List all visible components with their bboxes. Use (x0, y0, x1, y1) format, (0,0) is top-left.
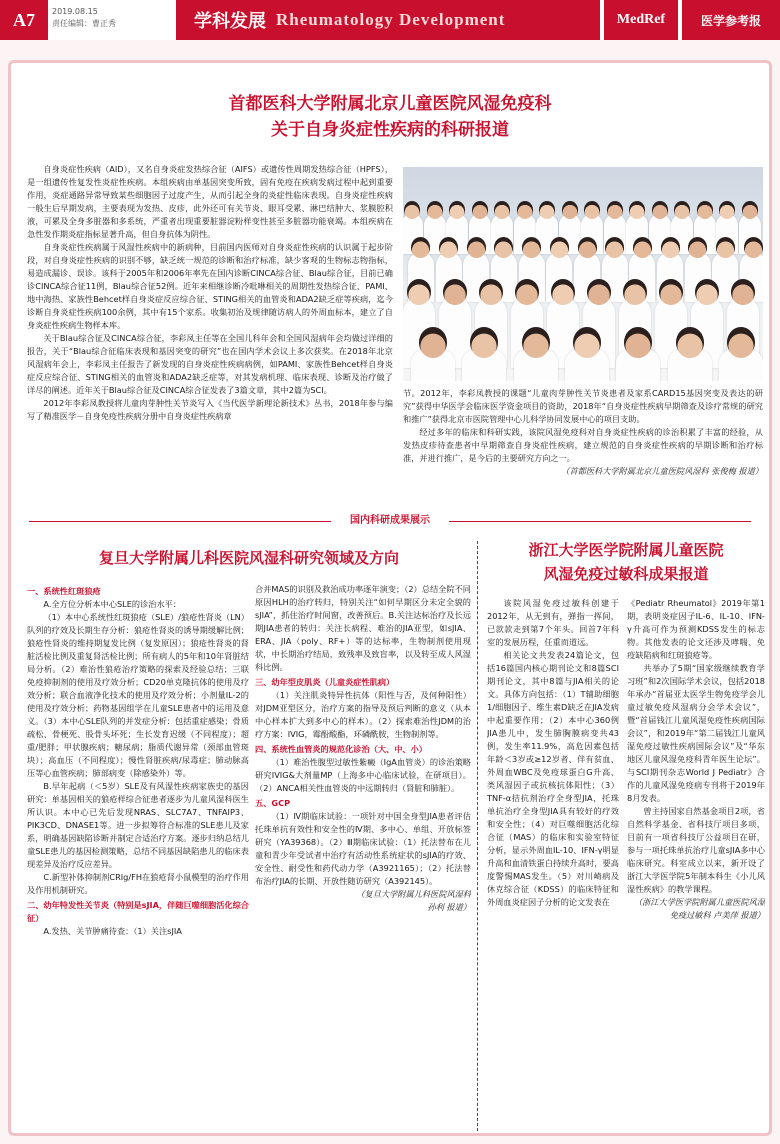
person-head (727, 327, 755, 358)
person-head (522, 327, 550, 358)
issue-meta (52, 6, 116, 30)
person-head (605, 237, 624, 258)
person-head (404, 201, 420, 219)
person-head (517, 201, 533, 219)
article1-right-column (403, 387, 763, 511)
person-head (719, 201, 735, 219)
article2-title: 复旦大学附属儿科医院风湿科研究领域及方向 (98, 549, 399, 567)
section-title-en: Rheumatology Development (276, 10, 506, 29)
article1-paragraph: 经过多年的临床和科研实践，该院风湿免疫科对自身炎症性疾病的诊治积累了丰富的经验，从发热皮疹待查患者中早期筛查自身炎症性疾病，建立规范的自身炎症性疾病的早期诊断和治疗标准，并进行推广，是今后的主要研究方向之一。 (403, 427, 763, 463)
article2-paragraph: （1）难治性腹型过敏性紫癜（IgA血管炎）的诊治策略研究IVIG&大剂量MP（上海多中心临床试验，在研项目）。（2）ANCA相关性血管炎的中远期转归（肾脏和肺脏）。 (255, 757, 471, 793)
page-header (0, 0, 780, 40)
section-divider-label: 国内科研成果展示 (331, 513, 449, 529)
article2-paragraph: （1）本中心系统性红斑狼疮（SLE）/狼疮性肾炎（LN）队列的疗效及长期生存分析：狼疮性肾炎的诱导期缓解比例；狼疮性肾炎的维持期复发比例（复发原因）；狼疮性肾炎的肾脏活检比例及重复肾活检比例；所有病人的5年和10年肾脏结局分析。（2）难治性狼疮治疗策略的探索及经验总结；三联免疫抑制剂的使用及疗效分析；CD20单克隆抗体的使用及疗效分析；联合血液净化技术的使用及疗效分析；小剂量IL-2的使用及疗效分析；药物基因组学在儿童SLE患者中的运用及意义。（3）本中心SLE队列的并发症分析：包括重症感染；骨质疏松、骨梗死、股骨头坏死；生长发育迟缓（不同程度）；超重/肥胖；甲状腺疾病；糖尿病；脂质代谢异常（颈部血管斑块）；高血压（不同程度）；慢性肾脏疾病/尿毒症；肺动脉高压等心血管疾病；肺部病变（除感染外）等。 (27, 612, 249, 778)
person-head (539, 201, 555, 219)
section-heading: 四、系统性血管炎的规范化诊治（大、中、小） (255, 744, 427, 754)
article1-title-line2: 关于自身炎症性疾病的科研报道 (271, 120, 509, 140)
section-heading: 五、GCP (255, 798, 291, 808)
article1-signature: （首都医科大学附属北京儿童医院风湿科 张俊梅 报道） (561, 466, 763, 476)
person-head (562, 201, 578, 219)
article3-title-line2: 风湿免疫过敏科成果报道 (543, 565, 709, 583)
person-head (427, 201, 443, 219)
article3-column1 (487, 597, 619, 1133)
article2-paragraph: （1）关注肌炎特异性抗体（阳性与否，及何种阳性）对JDM亚型区分，治疗方案的指导及预后判断的意义（从本中心样本扩大到多中心的样本）。（2）探索难治性JDM的治疗方案：IVIG，霉酚酸酯，环磷酰胺，生物制剂等。 (255, 690, 471, 739)
person-head (716, 237, 735, 258)
article2-signature: 孙利 报道） (427, 902, 471, 912)
column-separator (477, 541, 478, 1131)
person-head (470, 327, 498, 358)
person-head (550, 237, 569, 258)
person-head (472, 201, 488, 219)
person-head (467, 237, 486, 258)
article2-column2 (255, 583, 471, 1133)
person-head (674, 201, 690, 219)
section-title-zh: 学科发展 (194, 11, 266, 32)
article2-paragraph: （1）Ⅳ期临床试验：一项针对中国全身型JIA患者评估托珠单抗有效性和安全性的Ⅳ期、多中心、单组、开放标签研究（YA39368）。（2）Ⅲ期临床试验：（1）托法替布在儿童和青少年受试者中治疗有活动性系统症状的sJIA的疗效、安全性、耐受性和药代动力学（A3921165）；（2）托法替布治疗JIA的长期、开放性随访研究（A392145）。 (255, 811, 471, 886)
article2-signature: （复旦大学附属儿科医院风湿科 (356, 889, 471, 899)
person-head (744, 237, 763, 258)
person-head (697, 201, 713, 219)
article1-title-line1: 首都医科大学附属北京儿童医院风湿免疫科 (228, 94, 552, 114)
article2-paragraph: 合并MAS的识别及救治成功率逐年演变；（2）总结全院不同原因HLH的治疗转归，特别关注“如何早期区分未定全貌的sJIA”，抓住治疗时间窗，改善预后。B.关注达标治疗及长远期JIA患者的转归：关注长病程、难治的JIA亚型，如sJIA、ERA、JIA（poly、RF+）等的达标率，生物制剂使用现状，中长期治疗结局，致残率及致盲率，以及转至成人风湿科比例。 (255, 584, 471, 672)
person-head (652, 201, 668, 219)
team-photo (403, 167, 763, 381)
person-head (439, 237, 458, 258)
article1-paragraph: 自身炎症性疾病属于风湿性疾病中的新病种，目前国内医师对自身炎症性疾病的认识属于起步阶段，对自身炎症性疾病的识别不够，缺乏统一规范的诊断和治疗标准，缺少客观的生物标志物指标，易造成漏诊、误诊。该科于2005年和2006年率先在国内诊断CINCA综合征、Blau综合征，目前已确诊CINCA综合征11例，Blau综合征52例。近年来相继诊断冷吡啉相关的周期性发热综合征、PAMI、地中海热、家族性Behcet样自身炎症反应综合征、STING相关的血管炎和ADA2缺乏症等疾病，迄今诊断自身炎症性疾病100余例，其中有15个家系。收集初治及规律随访病人的外周血标本，建立了自身炎症性疾病生物样本库。 (27, 242, 393, 330)
article3-signature: （浙江大学医学院附属儿童医院风湿免疫过敏科 卢美萍 报道） (633, 897, 765, 920)
person-head (607, 201, 623, 219)
article3-column2 (627, 597, 765, 1133)
person-head (584, 201, 600, 219)
person-head (522, 237, 541, 258)
person-head (419, 327, 447, 358)
article3-paragraph: 曾主持国家自然基金项目2项，省自然科学基金、省科技厅项目多项，目前有一项省科技厅公益项目在研，参与一项托珠单抗治疗儿童sJIA多中心临床研究。科室成立以来，新开设了浙江大学医学院5年制本科生《小儿风湿性疾病》的教学课程。 (627, 806, 765, 894)
person-head (661, 237, 680, 258)
article1-paragraph: 2012年李彩凤教授将儿童肉芽肿性关节炎写入《当代医学新理论新技术》丛书，2018年参与编写了精准医学－自身免疫性疾病分册中自身炎症性疾病章 (27, 398, 393, 421)
article3-paragraph: 相关论文共发表24篇论文，包括16篇国内核心期刊论文和8篇SCI期刊论文，其中8篇与JIA相关的论文。具体方向包括：（1）T辅助细胞1/细胞因子、维生素D缺乏在JIA发病中起重要作用；（2）本中心360例JIA患儿中，发生肺胸膜病变共43例，发生率11.9%，高危因素包括年龄＜3岁或≥12岁者、伴有贫血、外周血WBC及免疫球蛋白G升高、类风湿因子或抗核抗体阳性；（3）TNF-α拮抗剂治疗全身型JIA，托珠单抗治疗全身型JIA具有较好的疗效和安全性；（4）对巨噬细胞活化综合征（MAS）的临床和实验室特征分析，显示外周血IL-10、IFN-γ明显升高和血清铁蛋白持续升高时，要高度警惕MAS发生。（5）对川崎病及休克综合征（KDSS）的临床特征和外周血炎症因子分析的论文发表在 (487, 650, 619, 907)
article-panel (8, 60, 772, 1136)
person-head (629, 201, 645, 219)
section-banner (176, 0, 600, 40)
article2-paragraph: A.发热、关节肿痛待查：（1）关注sJIA (43, 926, 182, 936)
article3-title-line1: 浙江大学医学院附属儿童医院 (528, 541, 724, 559)
brand-logo-en: MedRef (604, 0, 678, 40)
issue-editor: 责任编辑：曹正秀 (52, 19, 116, 28)
article2-paragraph: C.新型补体抑制剂CRIg/FH在狼疮肾小鼠模型的治疗作用及作用机制研究。 (27, 872, 249, 895)
person-head (449, 201, 465, 219)
article2-paragraph: A.全方位分析本中心SLE的诊治水平： (43, 599, 182, 609)
article1-paragraph: 节。2012年，李彩凤教授的课题“儿童肉芽肿性关节炎患者及家系CARD15基因突变及表达的研究”获得中华医学会临床医学资金项目的资助，2018年“自身炎症性疾病早期筛查及诊疗常规的研究和推广”获得北京市医院管理中心儿科学协同发展中心的项目支助。 (403, 388, 763, 424)
section-heading: 二、幼年特发性关节炎（特别是sJIA，伴随巨噬细胞活化综合征） (27, 900, 249, 923)
article3-paragraph: 该院风湿免疫过敏科创建于2012年，从无到有，弹指一挥间，已款款走到第7个年头。回首7年科室的发展历程，任重而道远。 (487, 598, 619, 647)
person-head (742, 201, 758, 219)
article3-paragraph: 共举办了5期“国家级继续教育学习班”和2次国际学术会议，包括2018年承办“首届亚太医学生物免疫学会儿童过敏免疫风湿病分会学术会议”，暨“首届钱江儿童风湿免疫性疾病国际会议”，和2019年“第二届钱江儿童风湿免疫过敏性疾病国际会议”及“华东地区儿童风湿免疫科青年医生论坛”。与SCI期刊杂志World J Pediatr》合作的儿童风湿免疫病专刊将于2019年8月发表。 (627, 663, 765, 803)
person-head (676, 327, 704, 358)
person-head (633, 237, 652, 258)
section-heading: 一、系统性红斑狼疮 (27, 586, 101, 596)
article3-paragraph: 《Pediatr Rheumatol》2019年第1期，表明炎症因子IL-6、IL-10、IFN-γ升高可作为预测KDSS发生的标志物。其他发表的论文还涉及哮喘、免疫缺陷病和红斑狼疮等。 (627, 598, 765, 660)
article1-paragraph: 自身炎症性疾病（AID），又名自身炎症发热综合征（AIFS）或遗传性周期发热综合征（HPFS），是一组遗传性复发性炎症性疾病。本组疾病由单基因突变所致，固有免疫在疾病发病过程中起到重要作用，炎症通路异常导致某些细胞因子过度产生，从而引起全身的炎症性临床表现。自身炎症性疾病一般生后早期发病，主要表现为发热、皮疹，此外还可有关节炎、眼耳受累、淋巴结肿大、浆膜腔积液，可累及全身多脏器和多系统，严重者出现重要脏器淀粉样变性甚至多脏器功能衰竭。本组疾病在急性发作期炎症指标显著升高，但自身抗体为阴性。 (27, 164, 393, 239)
article1-paragraph: 关于Blau综合征及CINCA综合征，李彩凤主任等在全国儿科年会和全国风湿病年会均做过详细的报告，关于“Blau综合征临床表现和基因突变的研究”也在国内学术会议上多次获奖。在2018年北京风湿病年会上，李彩凤主任报告了新发现的自身炎症性疾病病例，如PAMI、家族性Behcet样自身炎症反应综合征、STING相关的血管炎和ADA2缺乏症等，对其发病机理、临床表现、诊断及治疗做了详尽的阐述。近年关于Blau综合征及CINCA综合征发表了3篇文章，其中2篇为SCI。 (27, 333, 393, 395)
person-head (573, 327, 601, 358)
page-number: A7 (0, 0, 48, 40)
article1-left-column (27, 163, 393, 513)
person-head (494, 201, 510, 219)
article2-column1 (27, 583, 249, 1133)
article2-paragraph: B.早年起病（＜5岁）SLE及有风湿性疾病家族史的基因研究：单基因相关的狼疮样综合征患者逐步为儿童风湿科医生所认识。本中心已先后发现NRAS、SLC7A7、TNFAIP3、PIK3CD、DNASE1等。进一步拟筹符合标准的SLE患儿及家系，明确基因缺陷诊断并制定合适治疗方案。逐步归纳总结儿童SLE患儿的基因检测策略，总结不同基因缺陷患儿的临床表现差异及治疗反应差异。 (27, 781, 249, 869)
person-head (578, 237, 597, 258)
section-heading: 三、幼年型皮肌炎（儿童炎症性肌病） (255, 677, 395, 687)
brand-logo-zh: 医学参考报 (682, 0, 780, 40)
issue-date: 2019.08.15 (52, 7, 98, 16)
